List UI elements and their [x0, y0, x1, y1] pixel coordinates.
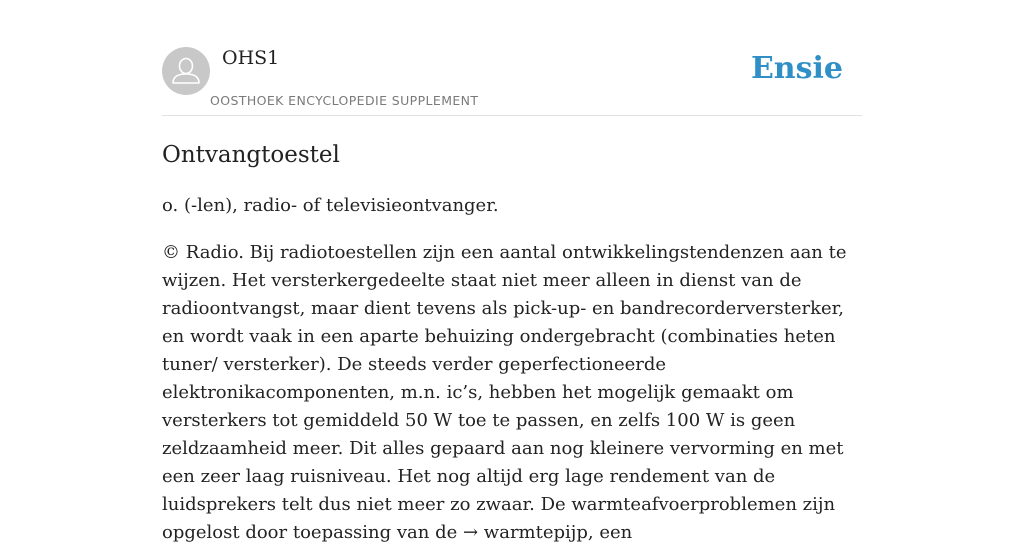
article	[162, 136, 862, 547]
source-subtitle: OOSTHOEK ENCYCLOPEDIE SUPPLEMENT	[210, 93, 479, 108]
source-name[interactable]: OHS1	[222, 47, 280, 69]
avatar[interactable]	[162, 47, 210, 95]
user-silhouette-icon	[162, 47, 210, 95]
brand-logo[interactable]: Ensie	[750, 51, 843, 86]
article-paragraph: o. (-len), radio- of televisieontvanger.	[162, 195, 499, 216]
header	[162, 0, 862, 116]
article-title: Ontvangtoestel	[162, 142, 340, 168]
article-paragraph: © Radio. Bij radiotoestellen zijn een aantal ontwikkelingstendenzen aan te wijzen. Het versterkergedeelte staat niet meer alleen in dienst van de radioontvangst, maar dient tevens als pick-up- en bandrecorderversterker, en wordt vaak in een aparte behuizing ondergebracht (combinaties heten tuner/ versterker). De steeds verder geperfectioneerde elektronikacomponenten, m.n. ic’s, hebben het mogelijk gemaakt om versterkers tot gemiddeld 50 W toe te passen, en zelfs 100 W is geen zeldzaamheid meer. Dit alles gepaard aan nog kleinere vervorming en met een zeer laag ruisniveau. Het nog altijd erg lage rendement van de luidsprekers telt dus niet meer zo zwaar. De warmteafvoerproblemen zijn opgelost door toepassing van de → warmtepijp, een	[162, 242, 847, 543]
